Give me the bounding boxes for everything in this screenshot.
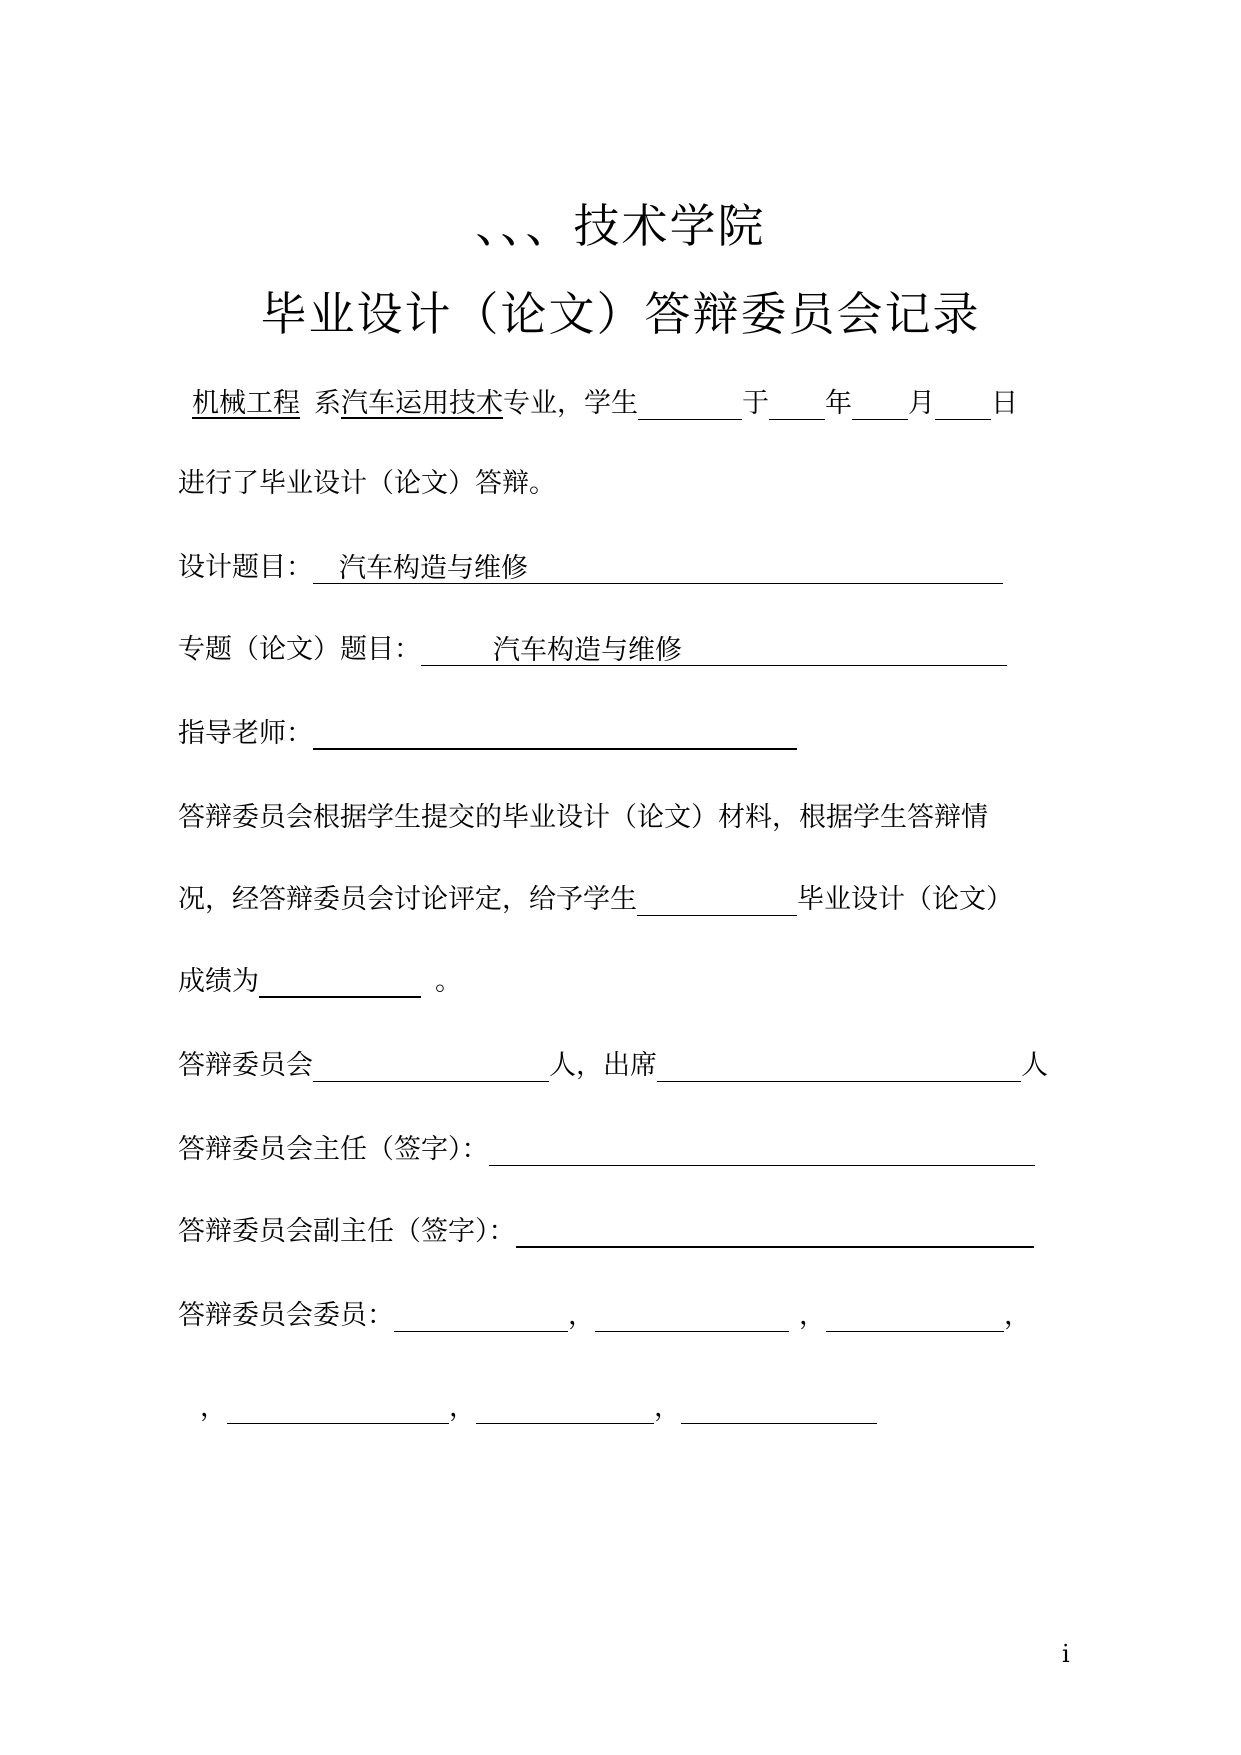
day-label: 日 — [991, 388, 1018, 419]
special-topic-label: 专题（论文）题目： — [178, 634, 421, 665]
members-label: 答辩委员会委员： — [178, 1300, 394, 1331]
student-name-blank[interactable] — [638, 389, 742, 420]
design-topic-field[interactable] — [313, 549, 1003, 584]
chair-signature-blank[interactable] — [489, 1135, 1035, 1166]
department-field[interactable]: 机械工程 — [192, 388, 300, 419]
attendance-unit: 人 — [1021, 1050, 1048, 1081]
chair-label: 答辩委员会主任（签字）： — [178, 1134, 489, 1165]
special-topic-row — [178, 630, 1007, 670]
year-label: 年 — [825, 388, 852, 419]
major-suffix: 专业，学生 — [503, 388, 638, 419]
member-5-blank[interactable] — [476, 1393, 654, 1424]
comma-5: ， — [449, 1392, 476, 1423]
special-topic-value: 汽车构造与维修 — [493, 635, 682, 666]
month-label: 月 — [908, 388, 935, 419]
special-topic-field[interactable] — [421, 631, 1007, 666]
comma-2: ， — [799, 1300, 826, 1331]
committee-count-label: 答辩委员会 — [178, 1050, 313, 1081]
member-2-blank[interactable] — [595, 1301, 789, 1332]
design-topic-row — [178, 548, 1003, 588]
evaluation-line-2 — [178, 880, 1013, 920]
comma-6: ， — [654, 1392, 681, 1423]
members-row-2 — [200, 1388, 877, 1428]
school-name: 、、、技术学院 — [475, 199, 766, 253]
document-title: 毕业设计（论文）答辩委员会记录 — [260, 287, 981, 341]
member-6-blank[interactable] — [681, 1393, 877, 1424]
evaluation-line-2b: 毕业设计（论文） — [797, 884, 1013, 915]
intro-line-2: 进行了毕业设计（论文）答辩。 — [178, 468, 556, 499]
comma-1: ， — [568, 1300, 595, 1331]
vice-chair-signature-blank[interactable] — [516, 1216, 1034, 1248]
committee-count-blank[interactable] — [313, 1051, 549, 1082]
committee-count-unit: 人，出席 — [549, 1050, 657, 1081]
comma-4: ， — [200, 1392, 227, 1423]
evaluation-line-1: 答辩委员会根据学生提交的毕业设计（论文）材料，根据学生答辩情 — [178, 802, 988, 833]
member-1-blank[interactable] — [394, 1301, 568, 1332]
evaluation-line-2a: 况，经答辩委员会讨论评定，给予学生 — [178, 884, 637, 915]
advisor-label: 指导老师： — [178, 718, 313, 749]
design-topic-label: 设计题目： — [178, 552, 313, 583]
department-suffix: 系 — [314, 388, 341, 419]
comma-3: ， — [1004, 1300, 1031, 1331]
members-row-1 — [178, 1296, 1031, 1336]
year-blank[interactable] — [769, 389, 825, 420]
page-number: i — [1062, 1640, 1070, 1668]
attendance-blank[interactable] — [657, 1051, 1021, 1082]
evaluation-line-3 — [178, 962, 462, 1002]
student-grade-name-blank[interactable] — [637, 885, 797, 916]
month-blank[interactable] — [852, 389, 908, 420]
day-blank[interactable] — [935, 389, 991, 420]
grade-label: 成绩为 — [178, 966, 259, 997]
member-4-blank[interactable] — [227, 1393, 449, 1424]
design-topic-value: 汽车构造与维修 — [339, 553, 528, 584]
intro-line-1 — [178, 384, 1018, 424]
advisor-row — [178, 714, 797, 754]
major-field[interactable]: 汽车运用技术 — [341, 388, 503, 419]
committee-count-row — [178, 1046, 1048, 1086]
chair-row — [178, 1130, 1035, 1170]
vice-chair-label: 答辩委员会副主任（签字）： — [178, 1216, 516, 1247]
yu-label: 于 — [742, 388, 769, 419]
vice-chair-row — [178, 1212, 1034, 1252]
grade-blank[interactable] — [259, 966, 421, 998]
member-3-blank[interactable] — [826, 1301, 1004, 1332]
advisor-blank[interactable] — [313, 718, 797, 750]
grade-period: 。 — [435, 966, 462, 997]
